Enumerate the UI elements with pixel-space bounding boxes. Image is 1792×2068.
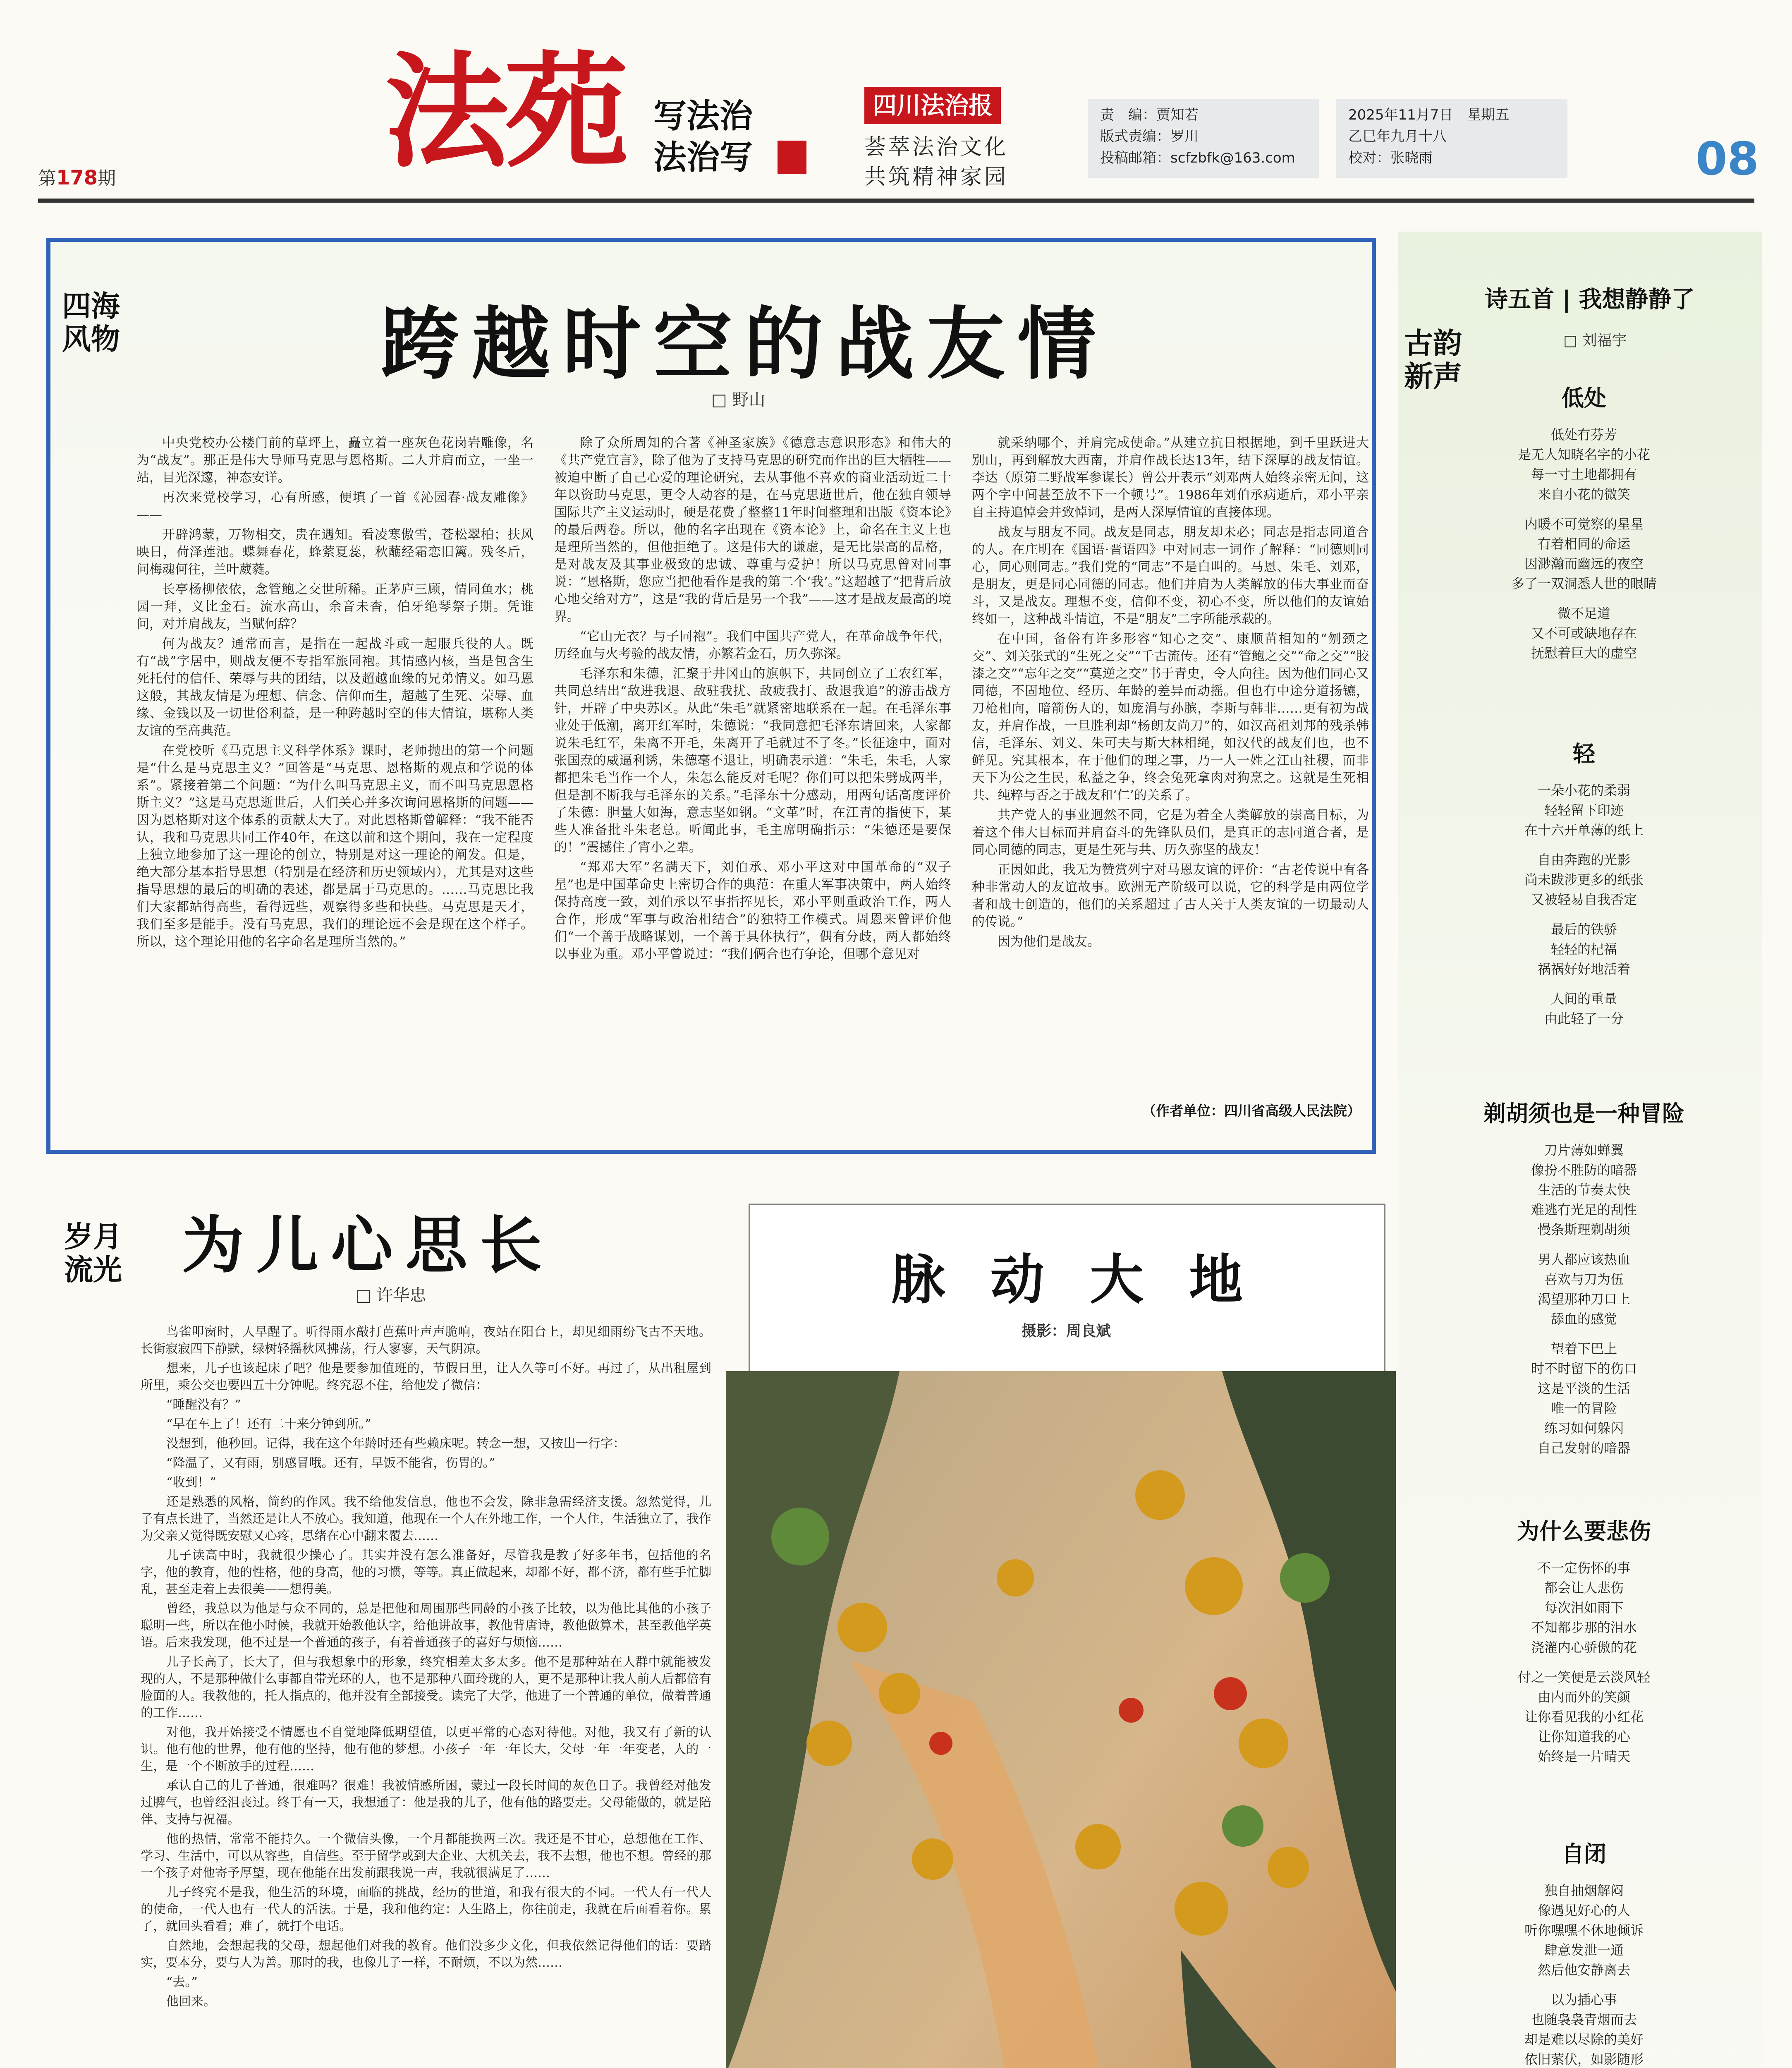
poem-line: 祸祸好好地活着	[1537, 961, 1630, 977]
poem-line: 来自小花的微笑	[1537, 486, 1630, 502]
poem-line: 浇灌内心骄傲的花	[1531, 1640, 1637, 1655]
article-author: □ 许华忠	[356, 1286, 426, 1305]
poem-title: 剃胡须也是一种冒险	[1483, 1101, 1684, 1127]
poem-line	[1427, 594, 1741, 603]
poem-line: 由内而外的笑颜	[1537, 1689, 1630, 1705]
poem-line: 却是难以尽除的美好	[1524, 2032, 1644, 2047]
poem-line: 望着下巴上	[1550, 1341, 1617, 1357]
poem-line: 抚慰着巨大的虚空	[1531, 645, 1637, 661]
poem-line: 始终是一片晴天	[1537, 1749, 1630, 1764]
poem-title: 为什么要悲伤	[1517, 1518, 1651, 1544]
poem-line: 低处有芬芳	[1550, 427, 1617, 443]
poems-author: □ 刘福宇	[1563, 332, 1627, 349]
paper-slogan: 荟萃法治文化 共筑精神家园	[864, 135, 1009, 189]
poem-line: 轻轻留下印迹	[1544, 802, 1624, 818]
poem-line: 内暖不可觉察的星星	[1524, 516, 1644, 532]
poem-line: 自己发射的暗器	[1537, 1440, 1630, 1456]
poem-line: 又被轻易自我否定	[1531, 892, 1637, 907]
poem-line	[1427, 1980, 1741, 1990]
poem-line	[1427, 504, 1741, 514]
paper-name-badge: 四川法治报	[864, 87, 1001, 124]
poem-line: 有着相同的命运	[1537, 536, 1630, 552]
date-info: 2025年11月7日 星期五 乙巳年九月十八 校对：张晓雨	[1336, 99, 1567, 178]
poem-line	[1427, 1657, 1741, 1667]
poem-lines	[1427, 425, 1741, 663]
section-stamp-sihai: 四海风物	[62, 289, 120, 356]
poem-line: 唯一的冒险	[1550, 1400, 1617, 1416]
poem-lines	[1427, 780, 1741, 1029]
poem-3	[1427, 1096, 1741, 1458]
poem-2	[1427, 736, 1741, 1029]
poem-line: 又不可或缺地存在	[1531, 625, 1637, 641]
poem-line: 每次泪如雨下	[1544, 1600, 1624, 1616]
section-stamp-suiyue: 岁月流光	[64, 1219, 122, 1287]
landscape-photo	[726, 1371, 1396, 2068]
poem-line: 不知都步那的泪水	[1531, 1620, 1637, 1635]
poem-line: 喜欢与刀为伍	[1544, 1271, 1624, 1287]
poem-line	[1427, 840, 1741, 850]
poems-series-title: 诗五首 | 我想静静了	[1485, 286, 1695, 313]
section-logo: 法苑	[385, 38, 624, 184]
section-stamp-guyun: 古韵新声	[1404, 326, 1462, 393]
poem-line: 像遇见好心的人	[1537, 1903, 1630, 1918]
page-number: 08	[1696, 132, 1759, 185]
poem-line: 然后他安静离去	[1537, 1962, 1630, 1978]
poem-title: 轻	[1573, 741, 1595, 767]
poem-line: 独自抽烟解闷	[1544, 1883, 1624, 1898]
poem-line: 最后的铁骄	[1550, 922, 1617, 937]
aerial-river-image	[726, 1371, 1396, 2068]
article-title: 跨越时空的战友情	[380, 298, 1108, 390]
poem-title: 自闭	[1562, 1841, 1606, 1867]
logo-slogan: 写法治 法治写	[653, 96, 753, 177]
poem-line: 练习如何躲闪	[1544, 1420, 1624, 1436]
poem-line: 都会让人悲伤	[1544, 1580, 1624, 1596]
poem-line: 因渺瀚而幽远的夜空	[1524, 556, 1644, 572]
article-body: 鸟雀叩窗时，人早醒了。听得雨水敲打芭蕉叶声声脆响，夜站在阳台上，却见细雨纷飞古不天地。长街寂寂四下静默，绿树轻摇秋风拂荡，行人寥寥，天气阴凉。 想来，儿子也该起床了吧？他是要参加值班的，节假日里，让人久等可不好。再过了，从出租屋到所里，乘公交也要四五十分钟呢。终究忍不住，给他发了微信： “睡醒没有？” “早在车上了！还有二十来分钟到所。” 没想到，他秒回。记得，我在这个年龄时还有些赖床呢。转念一想，又按出一行字： “降温了，又有雨，别感冒哦。还有，早饭不能省，伤胃的。” “收到！” 还是熟悉的风格，简约的作风。我不给他发信息，他也不会发，除非急需经济支援。忽然觉得，儿子有点长进了，当然还是让人不放心。我知道，他现在一个人在外地工作，一个人住，生活独立了，我作为父亲又觉得既安慰又心疼，思绪在心中翻来覆去…… 儿子读高中时，我就很少操心了。其实并没有怎么准备好，尽管我是教了好多年书，包括他的名字，他的教育，他的性格，他的身高，他的习惯，等等。真正做起来，却都不好，都不济，都有些手忙脚乱，甚至走着上去很美——想得美。 曾经，我总以为他是与众不同的，总是把他和周围那些同龄的小孩子比较，以为他比其他的小孩子聪明一些，所以在他小时候，我就开始教他认字，给他讲故事，教他背唐诗，教他做算术，甚至教他学英语。后来我发现，他不过是一个普通的孩子，有着普通孩子的喜好与烦恼…… 儿子长高了，长大了，但与我想象中的形象，终究相差太多太多。他不是那种站在人群中就能被发现的人，不是那种做什么事都自带光环的人，也不是那种八面玲珑的人，更不是那种让我人前人后都倍有脸面的人。我教他的，托人指点的，他并没有全部接受。读完了大学，他进了一个普通的单位，做着普通的工作…… 对他，我开始接受不情愿也不自觉地降低期望值，以更平常的心态对待他。对他，我又有了新的认识。他有他的世界，他有他的坚持，他有他的梦想。小孩子一年一年长大，父母一年一年变老，人的一生，是一个不断放手的过程…… 承认自己的儿子普通，很难吗？很难！我被情感所困，蒙过一段长时间的灰色日子。我曾经对他发过脾气，也曾经沮丧过。终于有一天，我想通了：他是我的儿子，他有他的路要走。父母能做的，就是陪伴、支持与祝福。 他的热情，常常不能持久。一个微信头像，一个月都能换两三次。我还是不甘心，总想他在工作、学习、生活中，可以从容些，自信些。至于留学或到大企业、大机关去，我不去想，他也不想。曾经的那一个孩子对他寄予厚望，现在他能在出发前跟我说一声，我就很满足了…… 儿子终究不是我，他生活的环境，面临的挑战，经历的世道，和我有很大的不同。一代人有一代人的使命，一代人也有一代人的活法。于是，我和他约定：人生路上，你往前走，我就在后面看着你。累了，就回头看看；难了，就打个电话。 自然地，会想起我的父母，想起他们对我的教育。他们没多少文化，但我依然记得他们的话：要踏实，要本分，要与人为善。那时的我，也像儿子一样，不耐烦，不以为然…… “去。” 他回来。	[141, 1325, 711, 2009]
poem-line: 不一定伤怀的事	[1537, 1560, 1630, 1576]
article-author: □ 野山	[711, 390, 766, 409]
article-footnote: （作者单位：四川省高级人民法院）	[1142, 1103, 1361, 1119]
poem-line: 尚未跋涉更多的纸张	[1524, 872, 1644, 888]
poem-line: 轻轻的杞福	[1550, 941, 1617, 957]
poem-line: 舔血的感觉	[1550, 1311, 1617, 1327]
poem-title: 低处	[1562, 385, 1606, 411]
article-column-1: 中央党校办公楼门前的草坪上，矗立着一座灰色花岗岩雕像，名为“战友”。那正是伟大导师马克思与恩格斯。二人并肩而立，一坐一站，目光深邃，神态安详。 再次来党校学习，心有所感，便填了一首《沁园春·战友雕像》—— 开辟鸿蒙，万物相交，贵在遇知。看凌寒傲雪，苍松翠柏；扶风映日，荷泽莲池。蝶舞春花，蜂萦夏蕊，秋蘸经霜恋旧篱。残冬后，问梅魂何往，兰叶葳蕤。 长亭杨柳依依，念管鲍之交世所稀。正茅庐三顾，情同鱼水；桃园一拜，义比金石。流水高山，余音未杳，伯牙绝琴祭子期。凭谁问，对并肩战友，当赋何辞？ 何为战友？通常而言，是指在一起战斗或一起服兵役的人。既有“战”字居中，则战友便不专指军旅同袍。其情感内核，当是包含生死托付的信任、荣辱与共的团结，以及超越血缘的兄弟情义。如马恩这般，其战友情是为理想、信念、信仰而生，超越了生死、荣辱、血缘、金钱以及一切世俗利益，是一种跨越时空的伟大情谊，堪称人类友谊的至高典范。 在党校听《马克思主义科学体系》课时，老师抛出的第一个问题是“什么是马克思主义？”回答是“马克思、恩格斯的观点和学说的体系”。紧接着第二个问题：“为什么叫马克思主义，而不叫马克思恩格斯主义？”这是马克思逝世后，人们关心并多次询问恩格斯的问题——因为恩格斯对这个体系的贡献太大了。对此恩格斯曾解释：“我不能否认，我和马克思共同工作40年，在这以前和这个期间，我在一定程度上独立地参加了这一理论的创立，特别是对这一理论的阐发。但是，绝大部分基本指导思想（特别是在经济和历史领域内），尤其是对这些指导思想的最后的明确的表述，都是属于马克思的。……马克思比我们大家都站得高些，看得远些，观察得多些和快些。马克思是天才，我们至多是能手。没有马克思，我们的理论远不会是现在这个样子。所以，这个理论用他的名字命名是理所当然的。”	[136, 436, 534, 949]
poem-line: 在十六开单薄的纸上	[1524, 822, 1644, 838]
photo-credit: 摄影：周良斌	[1022, 1323, 1111, 1340]
article-title: 为儿心思长	[182, 1209, 555, 1282]
seal-icon	[778, 141, 806, 174]
poem-line: 自由奔跑的光影	[1537, 852, 1630, 868]
poem-line	[1427, 1329, 1741, 1339]
photo-title: 脉动大地	[891, 1248, 1288, 1311]
poem-line: 付之一笑便是云淡风轻	[1517, 1669, 1650, 1685]
poem-line	[1427, 979, 1741, 989]
poem-line: 每一寸土地都拥有	[1531, 467, 1637, 482]
poem-line: 一朵小花的柔弱	[1537, 783, 1630, 798]
poem-line: 生活的节奏太快	[1537, 1182, 1630, 1198]
poem-line: 肆意发泄一通	[1544, 1942, 1624, 1958]
issue-number: 第178期	[38, 166, 116, 189]
poem-lines	[1427, 1558, 1741, 1766]
poem-line	[1427, 1240, 1741, 1249]
poem-line: 渴望那种刀口上	[1537, 1291, 1630, 1307]
poem-line: 听你嘿嘿不休地倾诉	[1524, 1922, 1644, 1938]
article-column-2: 除了众所周知的合著《神圣家族》《德意志意识形态》和伟大的《共产党宣言》，除了他为了支持马克思的研究而作出的巨大牺牲——被迫中断了自己心爱的理论研究，去从事他不喜欢的商业活动近二十年以资助马克思，更令人动容的是，在马克思逝世后，他在独自领导国际共产主义运动时，硬是花费了整整11年时间整理和出版《资本论》的最后两卷。所以，他的名字出现在《资本论》上，命名在主义上也是理所当然的，但他拒绝了。这是伟大的谦虚，是无比崇高的品格，是对战友及其事业极致的忠诚、尊重与爱护！所以马克思曾对同事说：“恩格斯，您应当把他看作是我的第二个‘我’。”这超越了“把背后放心地交给对方”，这是“我的背后是另一个我”——这才是战友最高的境界。 “它山无衣？与子同袍”。我们中国共产党人，在革命战争年代，历经血与火考验的战友情，亦繁若金石，历久弥深。 毛泽东和朱德，汇聚于井冈山的旗帜下，共同创立了工农红军，共同总结出“敌进我退、敌驻我扰、敌疲我打、敌退我追”的游击战方针，开辟了中央苏区。从此“朱毛”就紧密地联系在一起。在毛泽东事业处于低潮，离开红军时，朱德说：“我同意把毛泽东请回来，人家都说朱毛红军，朱离不开毛，朱离开了毛就过不了冬。”长征途中，面对张国焘的威逼利诱，朱德毫不退让，明确表示道：“朱毛，朱毛，人家都把朱毛当作一个人，朱怎么能反对毛呢？你们可以把朱劈成两半，但是割不断我与毛泽东的关系。”毛泽东十分感动，用两句话高度评价了朱德：胆量大如海，意志坚如钢。“文革”时，在江青的指使下，某些人准备批斗朱老总。听闻此事，毛主席明确指示：“朱德还是要保的！”震撼住了宵小之辈。 “郑邓大军”名满天下，刘伯承、邓小平这对中国革命的“双子星”也是中国革命史上密切合作的典范：在重大军事决策中，两人始终保持高度一致，刘伯承以军事指挥见长，邓小平则重政治工作，两人合作，形成“军事与政治相结合”的独特工作模式。周恩来曾评价他们“一个善于战略谋划，一个善于具体执行”，偶有分歧，两人都始终以事业为重。邓小平曾说过：“我们俩合也有争论，但哪个意见对	[554, 436, 951, 962]
poem-line: 让你看见我的小红花	[1524, 1709, 1644, 1725]
editor-info: 责 编：贾知若 版式责编：罗川 投稿邮箱：scfzbfk@163.com	[1088, 99, 1319, 178]
poem-lines	[1427, 1881, 1741, 2068]
poem-5	[1427, 1836, 1741, 2068]
poem-line: 由此轻了一分	[1544, 1011, 1624, 1027]
poem-4	[1427, 1514, 1741, 1766]
poem-line: 微不足道	[1557, 606, 1610, 621]
poem-line: 这是平淡的生活	[1537, 1381, 1630, 1396]
poem-line	[1427, 910, 1741, 919]
poem-line: 刀片薄如蝉翼	[1544, 1142, 1624, 1158]
poem-line: 男人都应该热血	[1537, 1252, 1630, 1267]
poem-line: 人间的重量	[1550, 991, 1617, 1007]
poem-line: 慢条斯理剃胡须	[1537, 1222, 1630, 1237]
article-column-3: 就采纳哪个，并肩完成使命。”从建立抗日根据地，到千里跃进大别山，再到解放大西南，并肩作战长达13年，结下深厚的战友情谊。李达（原第二野战军参谋长）曾公开表示“刘邓两人始终亲密无间，这两个字中间甚至放不下一个顿号”。1986年刘伯承病逝后，邓小平亲自主持追悼会并致悼词，是两人深厚情谊的直接体现。 战友与朋友不同。战友是同志，朋友却未必；同志是指志同道合的人。在庄明在《国语·晋语四》中对同志一词作了解释：“同德则同心，同心则同志。”我们党的“同志”不是白叫的。马恩、朱毛、刘邓，是朋友，更是同心同德的同志。他们并肩为人类解放的伟大事业而奋斗，又是战友。理想不变，信仰不变，初心不变，所以他们的友谊始终如一，这种战斗情谊，不是“朋友”二字所能承载的。 在中国，备俗有许多形容“知心之交”、康顺苗相知的“刎颈之交”、刘关张式的“生死之交”“千古流传。还有“管鲍之交”“命之交”“胶漆之交”“忘年之交”“莫逆之交”书于青史，令人向往。因为他们同心又同德，不固地位、经历、年龄的差异而动摇。但也有中途分道扬镳，刀枪相向，暗箭伤人的，如庞涓与孙膑，李斯与韩非……更有初为战友，并肩作战，一旦胜利却“杨朗友尚刀”的，如汉高祖刘邦的残杀韩信，毛泽东、刘义、朱可夫与斯大林相绳，如汉代的战友们也，也不鲜见。究其根本，在于他们的理之事，乃一人一姓之江山社稷，而非天下为公之生民，私益之争，终会兔死拿肉对狗烹之。这就是生死相共、纯粹与否之于战友和‘仁’的关系了。 共产党人的事业迥然不同，它是为着全人类解放的崇高目标，为着这个伟大目标而并肩奋斗的先锋队员们，是真正的志同道合者，是同心同德的同志，更是生死与共、历久弥坚的战友！ 正因如此，我无为赞赏列宁对马恩友谊的评价：“古老传说中有各种非常动人的友谊故事。欧洲无产阶级可以说，它的科学是由两位学者和战士创造的，他们的关系超过了古人关于人类友谊的一切最动人的传说。” 因为他们是战友。	[972, 436, 1369, 949]
masthead-divider	[38, 199, 1754, 203]
poem-line: 以为插心事	[1550, 1992, 1617, 2008]
poem-line: 让你知道我的心	[1537, 1729, 1630, 1745]
poem-line: 依旧萦伏，如影随形	[1524, 2051, 1644, 2067]
poem-1	[1427, 381, 1741, 663]
poem-lines	[1427, 1140, 1741, 1458]
poem-line: 多了一双洞悉人世的眼睛	[1511, 576, 1657, 591]
poem-line: 像扮不胜防的暗器	[1531, 1162, 1637, 1178]
poem-line: 难逃有光足的刮性	[1531, 1202, 1637, 1218]
poem-line: 是无人知晓名字的小花	[1517, 447, 1650, 462]
poem-line: 也随袅袅青烟而去	[1531, 2012, 1637, 2027]
poem-line: 时不时留下的伤口	[1531, 1361, 1637, 1376]
